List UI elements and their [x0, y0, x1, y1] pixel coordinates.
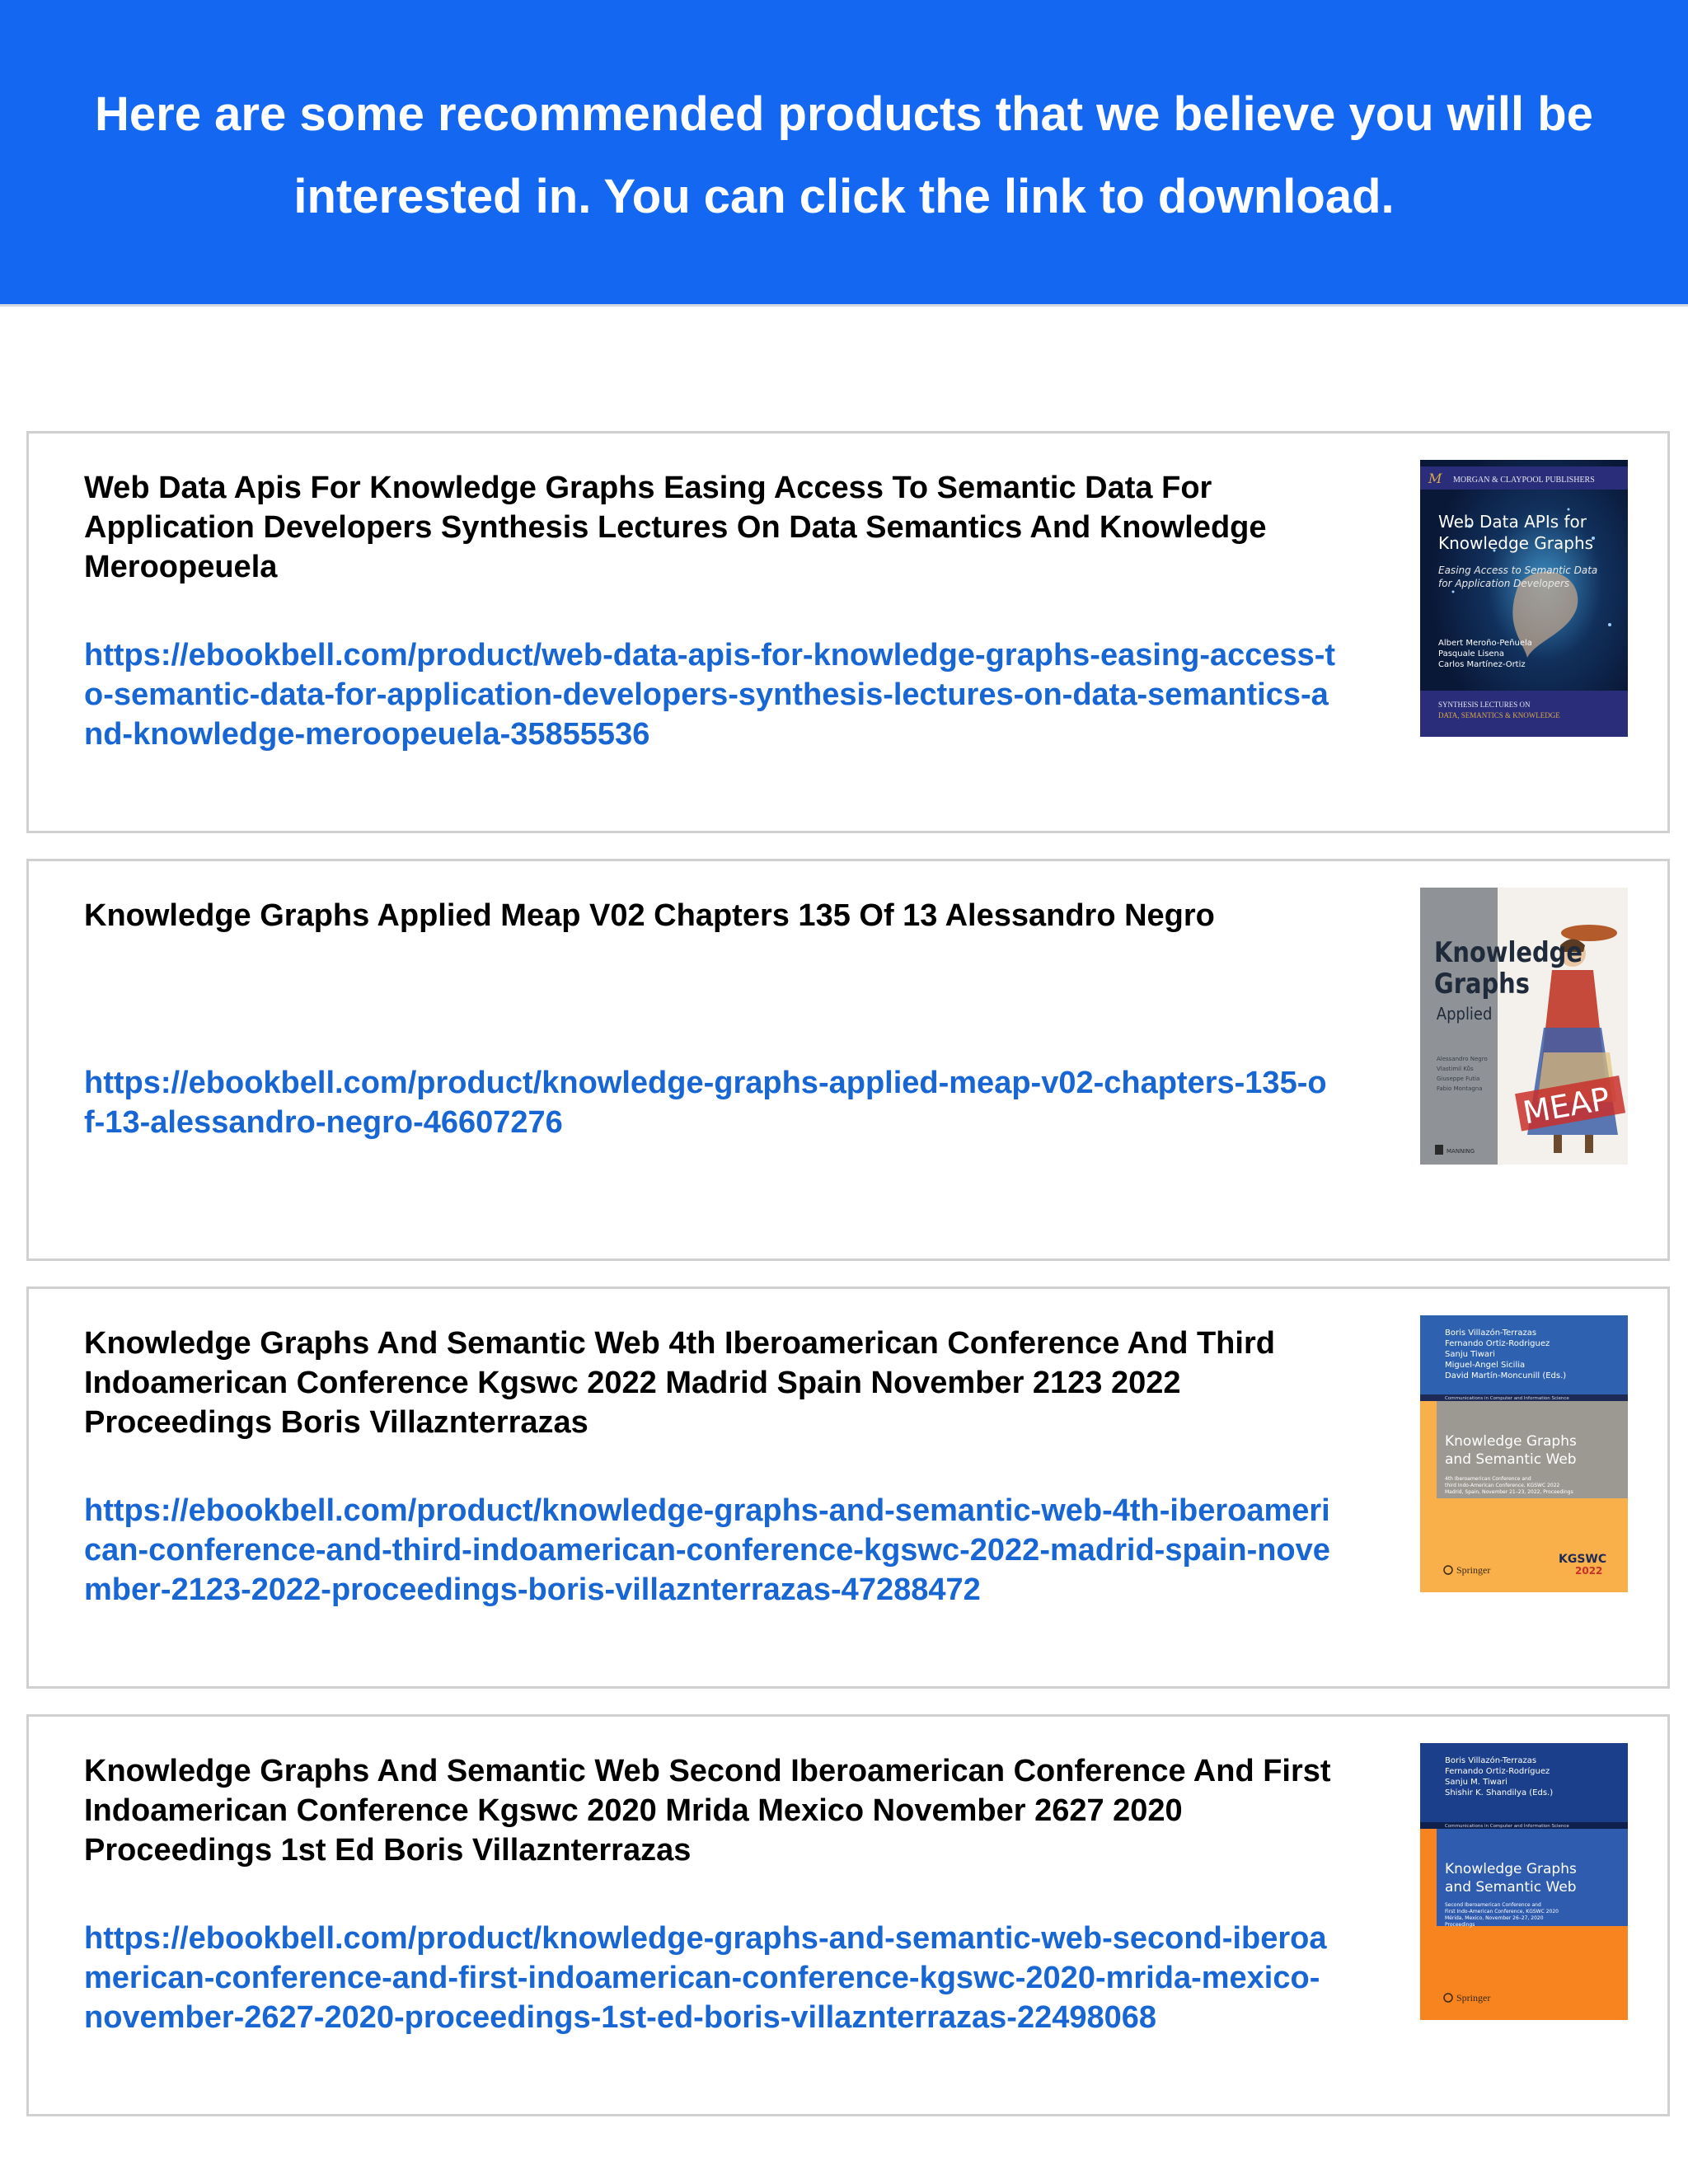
cover-stamp: MEAP: [1520, 1080, 1613, 1132]
cover-editor: Sanju Tiwari: [1445, 1350, 1495, 1359]
cover-editor: Boris Villazón-Terrazas: [1445, 1756, 1537, 1765]
cover-author: Giuseppe Futia: [1437, 1076, 1480, 1082]
banner-text: Here are some recommended products that we believe you will be interested in. You can click the link to download.: [95, 87, 1593, 223]
cover-conference: First Indo-American Conference, KGSWC 2020: [1445, 1909, 1559, 1915]
product-title: Knowledge Graphs Applied Meap V02 Chapters 135 Of 13 Alessandro Negro: [84, 898, 1215, 933]
cover-badge-line1: KGSWC: [1559, 1553, 1607, 1566]
cover-series-line2: DATA, SEMANTICS & KNOWLEDGE: [1438, 711, 1560, 719]
cover-author: Pasquale Lisena: [1438, 649, 1505, 658]
product-title: Knowledge Graphs And Semantic Web 4th Iberoamerican Conference And Third Indoamerican Conference Kgswc 2022 Madrid Spain November 2123 2022 Proceedings Boris Villaznterrazas: [84, 1326, 1275, 1440]
cover-conference: third Indo-American Conference, KGSWC 2022: [1445, 1483, 1560, 1488]
product-card-4: [26, 1714, 1670, 2116]
cover-author: Vlastimil Kůs: [1437, 1066, 1474, 1072]
cover-title-line3: Applied: [1436, 1005, 1493, 1024]
cover-editor: Shishir K. Shandilya (Eds.): [1445, 1788, 1554, 1797]
cover-conference: Mérida, Mexico, November 26–27, 2020: [1445, 1915, 1544, 1921]
cover-editor: Miguel-Angel Sicilia: [1445, 1361, 1526, 1370]
cover-author: Albert Meroño-Peñuela: [1438, 639, 1532, 648]
cover-title-line1: Knowledge Graphs: [1445, 1861, 1577, 1877]
cover-title-line1: Web Data APIs for: [1438, 512, 1587, 532]
product-card-1: [26, 431, 1670, 833]
product-card-2: [26, 859, 1670, 1261]
cover-title-line1: Knowledge Graphs: [1445, 1433, 1577, 1450]
cover-editor: Fernando Ortiz-Rodríguez: [1445, 1767, 1550, 1776]
cover-subtitle-line1: Easing Access to Semantic Data: [1438, 565, 1598, 576]
cover-author: Fabio Montagna: [1437, 1085, 1483, 1092]
book-cover-image[interactable]: [1420, 460, 1628, 737]
product-link[interactable]: https://ebookbell.com/product/knowledge-graphs-applied-meap-v02-chapters-135-of-13-alessandro-negro-46607276: [84, 1066, 1327, 1140]
product-card-3: [26, 1286, 1670, 1689]
product-title: Knowledge Graphs And Semantic Web Second Iberoamerican Conference And First Indoamerican Conference Kgswc 2020 Mrida Mexico November 2627 2020 Proceedings 1st Ed Boris Villaznterrazas: [84, 1754, 1331, 1868]
cover-title-line2: and Semantic Web: [1445, 1879, 1577, 1896]
cover-conference: Proceedings: [1445, 1922, 1475, 1928]
product-link[interactable]: https://ebookbell.com/product/knowledge-graphs-and-semantic-web-second-iberoamerican-conference-and-first-indoamerican-conference-kgswc-2020-mrida-mexico-november-2627-2020-proceedings-1st-ed-boris-villaznterrazas-22498068: [84, 1921, 1327, 2035]
product-link[interactable]: https://ebookbell.com/product/web-data-apis-for-knowledge-graphs-easing-access-to-semantic-data-for-application-developers-synthesis-lectures-on-data-semantics-and-knowledge-meroopeuela-35855536: [84, 638, 1336, 752]
cover-title-line2: and Semantic Web: [1445, 1451, 1577, 1468]
cover-author: Carlos Martínez-Ortiz: [1438, 660, 1526, 669]
product-link[interactable]: https://ebookbell.com/product/knowledge-graphs-and-semantic-web-4th-iberoamerican-conference-and-third-indoamerican-conference-kgswc-2022-madrid-spain-november-2123-2022-proceedings-boris-villaznterrazas-47288472: [84, 1493, 1330, 1607]
cover-conference: Madrid, Spain, November 21–23, 2022, Proceedings: [1445, 1489, 1573, 1495]
cover-spine-band: [1420, 888, 1498, 1165]
cover-title-line2: Graphs: [1434, 968, 1530, 1001]
cover-series: Communications in Computer and Information Science: [1445, 1396, 1569, 1401]
cover-badge-line2: 2022: [1575, 1565, 1603, 1577]
cover-publisher: Springer: [1456, 1992, 1491, 2004]
cover-author: Alessandro Negro: [1437, 1056, 1488, 1062]
cover-series-line1: SYNTHESIS LECTURES ON: [1438, 701, 1531, 709]
cover-conference: Second Iberoamerican Conference and: [1445, 1902, 1541, 1908]
svg-text:M: M: [1428, 471, 1442, 486]
cover-publisher: MORGAN & CLAYPOOL PUBLISHERS: [1453, 476, 1595, 485]
cover-subtitle-line2: for Application Developers: [1438, 578, 1570, 589]
header-banner: [0, 0, 1688, 307]
book-cover-image[interactable]: [1420, 1315, 1628, 1592]
book-cover-image[interactable]: [1420, 888, 1628, 1165]
cover-publisher: MANNING: [1447, 1148, 1475, 1155]
cover-editor: Boris Villazón-Terrazas: [1445, 1329, 1537, 1338]
book-cover-image[interactable]: [1420, 1743, 1628, 2020]
manning-logo-icon: [1435, 1145, 1443, 1155]
cover-conference: 4th Iberoamerican Conference and: [1445, 1476, 1531, 1482]
cover-title-line1: Knowledge: [1434, 936, 1582, 969]
cover-editor: David Martín-Moncunill (Eds.): [1445, 1371, 1567, 1380]
cover-editor: Fernando Ortiz-Rodriguez: [1445, 1339, 1550, 1348]
cover-series: Communications in Computer and Information Science: [1445, 1824, 1569, 1829]
product-title: Web Data Apis For Knowledge Graphs Easing Access To Semantic Data For Application Developers Synthesis Lectures On Data Semantics And Knowledge Meroopeuela: [84, 471, 1267, 584]
cover-publisher: Springer: [1456, 1564, 1491, 1576]
cover-editor: Sanju M. Tiwari: [1445, 1778, 1507, 1787]
cover-title-line2: Knowledge Graphs: [1438, 533, 1594, 553]
